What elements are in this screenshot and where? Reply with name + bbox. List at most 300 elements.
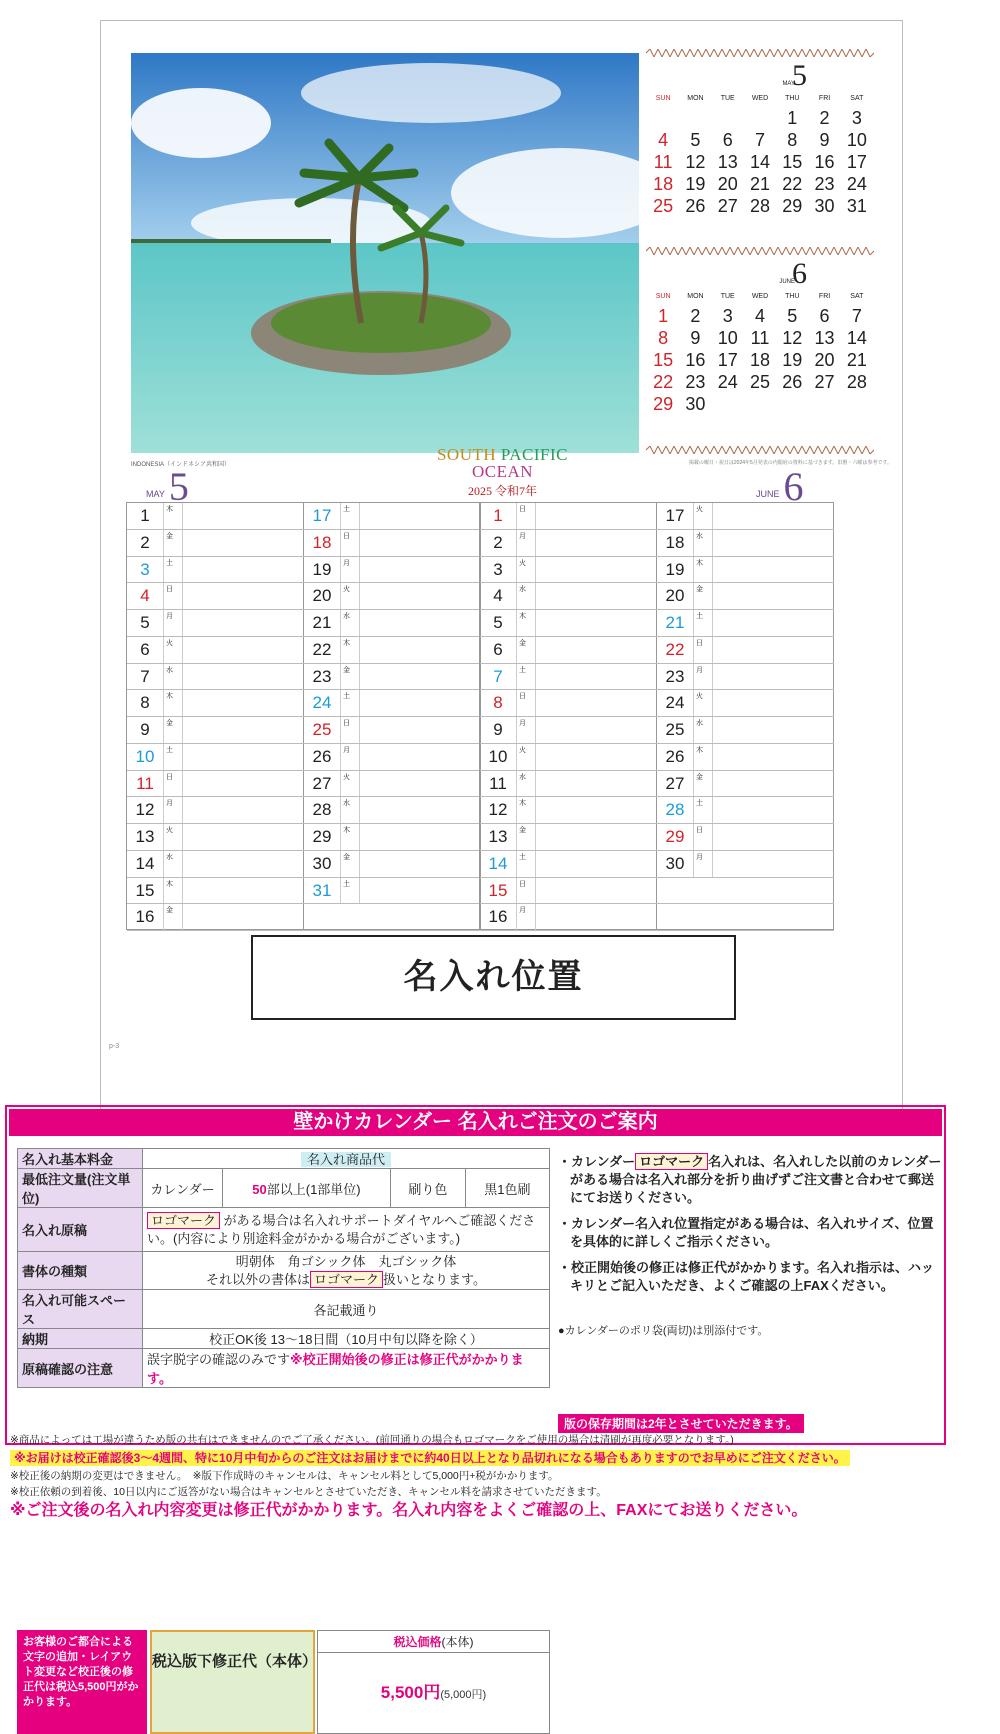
weekday: 火 [516,557,536,583]
day-number: 24 [665,693,685,713]
weekday: 火 [340,583,360,609]
day-row [480,878,657,905]
memo-area [713,771,834,797]
memo-area [183,557,304,583]
day-row [127,530,304,557]
day-number: 1 [140,506,150,525]
calendar-page [100,20,903,1128]
day-row [480,824,657,851]
row-value: がある場合は名入れサポートダイヤルへご確認ください。(内容により別途料金がかかる場合がございます。) [147,1212,536,1246]
day-row [304,771,481,798]
day-number: 21 [665,613,685,632]
memo-area [183,744,304,770]
month-en: MAY [782,81,795,87]
title-word: OCEAN [471,462,534,481]
day-row [657,824,834,851]
memo-area [713,583,834,609]
day-number: 14 [135,853,155,873]
mini-day: 10 [717,328,738,348]
mini-day: 20 [717,174,738,194]
day-number: 7 [140,666,150,686]
memo-area [360,824,481,850]
weekday: 金 [516,637,536,663]
day-row [127,797,304,824]
weekday: 木 [693,557,713,583]
mini-day: 8 [787,130,798,150]
memo-area [183,503,304,529]
mini-day: 13 [717,152,738,172]
mini-day: 29 [782,196,803,216]
weekday-header: THU [785,95,800,102]
day-number: 6 [493,639,503,659]
order-notes [558,1153,943,1303]
mini-day: 16 [814,152,835,172]
weekday: 木 [693,744,713,770]
mini-day: 23 [814,174,835,194]
mini-day: 9 [690,328,701,348]
mini-day: 11 [653,152,673,172]
plate-retention-badge: 版の保存期間は2年とさせていただきます。 [558,1414,804,1433]
memo-area [536,797,657,823]
day-number: 25 [665,720,685,739]
day-row [127,637,304,664]
memo-area [713,744,834,770]
mini-day: 19 [685,174,706,194]
day-number: 28 [665,800,685,820]
weekday: 金 [163,530,183,556]
memo-area [360,664,481,690]
day-number: 16 [135,907,155,927]
mini-day: 25 [749,372,770,392]
mini-day [744,107,776,129]
mini-day [712,107,744,129]
memo-area [536,503,657,529]
weekday: 月 [516,530,536,556]
row-value: 扱いとなります。 [383,1271,486,1287]
day-row [480,664,657,691]
day-row [657,878,834,905]
day-row [304,610,481,637]
weekday-header: WED [751,293,769,300]
month-label-may [146,464,189,509]
footer-notes [10,1432,940,1519]
mini-day: 26 [685,196,706,216]
weekday: 水 [163,851,183,877]
mini-day: 14 [846,328,867,348]
daily-grid-may [126,502,481,930]
day-number: 30 [665,853,685,873]
day-number: 16 [488,907,508,927]
memo-area [713,824,834,850]
weekday: 金 [516,824,536,850]
row-label: 納期 [18,1329,143,1349]
weekday: 水 [340,797,360,823]
mini-day: 17 [846,152,867,172]
weekday: 木 [163,690,183,716]
day-column [480,503,657,929]
palm-island-image [131,53,639,453]
month-number: 5 [792,59,807,92]
memo-area [536,744,657,770]
title-word: PACIFIC [500,445,569,464]
weekday: 金 [693,771,713,797]
day-number: 20 [312,586,332,606]
row-value: 校正OK後 13〜18日間（10月中旬以降を除く） [143,1329,550,1349]
memo-area [536,851,657,877]
weekday: 土 [516,851,536,877]
mini-day: 10 [846,130,867,150]
memo-area [183,771,304,797]
day-row [657,503,834,530]
mini-day: 29 [653,394,674,414]
day-row [127,503,304,530]
weekday-header: TUE [720,293,735,300]
memo-area [360,503,481,529]
day-row [127,851,304,878]
day-number: 2 [140,532,150,552]
row-value: 部以上(1部単位) [266,1181,361,1197]
mini-day: 18 [749,350,770,370]
row-value: カレンダー [143,1169,223,1208]
mini-day: 6 [819,306,830,326]
mini-day: 22 [782,174,803,194]
weekday: 日 [693,824,713,850]
month-number: 6 [792,257,807,290]
mini-day: 15 [653,350,674,370]
weekday: 木 [516,610,536,636]
zigzag-divider [646,247,874,255]
mini-day: 30 [814,196,835,216]
mini-day: 2 [690,306,701,326]
day-row [304,557,481,584]
day-row [657,690,834,717]
mini-day: 21 [749,174,770,194]
weekday: 土 [516,664,536,690]
day-number: 4 [493,586,503,606]
bag-note [558,1322,768,1338]
title-word: SOUTH [436,445,497,464]
row-value: 各記載通り [143,1290,550,1329]
month-number: 5 [168,464,189,509]
memo-area [536,878,657,904]
weekday-header: SAT [850,95,864,102]
memo-area [536,664,657,690]
price: 5,500円 [380,1683,441,1702]
day-row [304,797,481,824]
logo-mark-highlight: ロゴマーク [147,1212,220,1229]
weekday: 金 [693,583,713,609]
weekday: 水 [516,583,536,609]
weekday: 水 [693,530,713,556]
memo-area [183,904,304,930]
day-row [127,717,304,744]
mini-day: 18 [653,174,674,194]
day-column [657,503,834,929]
weekday: 水 [340,610,360,636]
weekday: 木 [163,878,183,904]
day-number: 18 [312,532,332,552]
memo-area [183,824,304,850]
note-text: ・カレンダー名入れ位置指定がある場合は、名入れサイズ、位置を具体的に詳しくご指示ください。 [558,1216,934,1249]
mini-day: 7 [754,130,765,150]
mini-calendar-may [647,61,873,217]
weekday: 土 [163,557,183,583]
row-value: 名入れ商品代 [301,1152,391,1167]
memo-area [536,824,657,850]
day-number: 2 [493,532,503,552]
weekday: 月 [340,557,360,583]
mini-day: 26 [782,372,803,392]
day-row [304,744,481,771]
mini-day: 5 [690,130,701,150]
footnote: ※校正依頼の到着後、10日以内にご返答がない場合はキャンセルとさせていただき、キャンセル料を請求させていただきます。 [10,1486,607,1498]
memo-area [536,557,657,583]
day-number: 12 [135,800,155,820]
correction-fee-label: 税込版下修正代（本体） [150,1630,315,1734]
day-number: 17 [312,506,332,525]
weekday: 土 [163,744,183,770]
day-number: 19 [665,559,685,579]
memo-area [360,878,481,904]
day-row [657,851,834,878]
day-row [657,904,834,931]
day-row [480,771,657,798]
day-number: 4 [140,586,150,606]
warning-text: ※校正開始後の修正は修正代がかかります。 [147,1352,524,1386]
memo-area [536,771,657,797]
day-number: 26 [312,746,332,766]
weekday: 日 [693,637,713,663]
weekday: 水 [516,771,536,797]
correction-fee-note: お客様のご都合による文字の追加・レイアウト変更など校正後の修正代は税込5,500円がかかります。 [17,1630,147,1734]
day-number: 29 [312,827,332,846]
row-value: 刷り色 [390,1169,465,1208]
weekday: 金 [163,717,183,743]
weekday: 火 [516,744,536,770]
memo-area [360,610,481,636]
weekday: 金 [340,664,360,690]
mini-day: 1 [658,306,669,326]
day-number: 20 [665,586,685,606]
mini-day: 28 [846,372,867,392]
price-base: (5,000円) [440,1689,487,1701]
weekday: 土 [340,690,360,716]
memo-area [536,637,657,663]
memo-area [536,717,657,743]
footnote: ※校正後の納期の変更はできません。 ※版下作成時のキャンセルは、キャンセル料として5,000円+税がかかります。 [10,1470,559,1482]
weekday: 金 [163,904,183,930]
memo-area [713,557,834,583]
day-row [480,503,657,530]
weekday: 土 [340,878,360,904]
note-text: ・カレンダー [558,1154,636,1169]
day-number: 19 [312,559,332,579]
memo-area [713,851,834,877]
mini-day: 15 [782,152,803,172]
day-number: 25 [312,720,332,739]
weekday: 木 [340,637,360,663]
order-table [17,1148,550,1388]
mini-day: 24 [717,372,738,392]
day-row [127,610,304,637]
weekday: 金 [340,851,360,877]
row-value: 誤字脱字の確認のみです [147,1352,291,1367]
mini-day: 7 [851,306,862,326]
mini-day: 12 [685,152,706,172]
day-row [480,637,657,664]
memo-area [713,690,834,716]
memo-area [713,637,834,663]
day-row [127,878,304,905]
memo-area [713,797,834,823]
bag-note-text: ●カレンダーのポリ袋(両切)は別添付です。 [558,1325,769,1337]
day-row [657,530,834,557]
day-row [480,610,657,637]
memo-area [360,771,481,797]
day-number: 23 [312,666,332,686]
day-number: 3 [493,559,503,579]
memo-area [360,797,481,823]
row-label: 名入れ可能スペース [18,1290,143,1329]
day-row [657,637,834,664]
day-row [304,878,481,905]
zigzag-divider [646,49,874,57]
weekday-header: TUE [720,95,735,102]
mini-day: 2 [819,108,830,128]
page-number: p-3 [109,1043,120,1050]
day-row [127,744,304,771]
change-warning: ※ご注文後の名入れ内容変更は修正代がかかります。名入れ内容をよくご確認の上、FAXにてお送りください。 [10,1502,808,1519]
price-header-sub: (本体) [441,1635,474,1649]
era: 令和7年 [494,484,537,498]
day-row [304,904,481,931]
day-row [127,904,304,931]
day-number: 29 [665,827,685,846]
price-box [317,1630,550,1734]
mini-day: 27 [717,196,738,216]
memo-area [183,664,304,690]
day-row [657,744,834,771]
weekday-header: WED [751,95,769,102]
mini-day: 5 [787,306,798,326]
mini-day: 17 [717,350,738,370]
day-number: 8 [140,693,150,713]
weekday-header: SUN [655,293,671,300]
mini-day: 3 [722,306,733,326]
day-number: 5 [493,613,503,632]
footnote: ※商品によっては工場が違うため版の共有はできませんのでご了承ください。(前回通りの場合もロゴマークをご使用の場合は清刷が再度必要となります。) [10,1434,734,1446]
mini-day: 14 [749,152,770,172]
mini-day [679,107,711,129]
day-row [657,771,834,798]
weekday-header: SAT [850,293,864,300]
mini-day: 13 [814,328,835,348]
day-number: 18 [665,532,685,552]
day-number: 12 [488,800,508,820]
weekday: 土 [340,503,360,529]
logo-mark-highlight: ロゴマーク [310,1271,383,1288]
day-row [657,717,834,744]
weekday: 日 [340,530,360,556]
row-value: 明朝体 角ゴシック体 丸ゴシック体 [235,1253,457,1269]
mini-day: 31 [846,196,867,216]
day-number: 14 [488,853,508,873]
day-number: 30 [312,853,332,873]
day-number: 7 [493,666,503,686]
weekday: 火 [163,824,183,850]
mini-day: 4 [754,306,765,326]
day-number: 15 [135,880,155,900]
weekday-header: MON [687,95,704,102]
memo-area [360,851,481,877]
day-number: 17 [665,506,685,525]
memo-area [713,610,834,636]
mini-day: 8 [658,328,669,348]
day-row [480,797,657,824]
day-number: 22 [312,639,332,659]
calendar-note: 掲載の曜日・祝日は2024年5月発表の内閣府の資料に基づきます。旧暦・六曜は参考です。 [688,460,892,466]
day-number: 1 [493,506,503,525]
mini-day: 9 [819,130,830,150]
day-row [127,824,304,851]
mini-day: 22 [653,372,674,392]
delivery-warning: ※お届けは校正確認後3〜4週間、特に10月中旬からのご注文はお届けまでに約40日以上となり品切れになる場合もありますのでお早めにご注文ください。 [10,1450,850,1466]
weekday-header: FRI [818,95,831,102]
weekday: 日 [163,583,183,609]
day-row [127,690,304,717]
day-row [304,530,481,557]
row-label: 名入れ原稿 [18,1208,143,1252]
memo-area [183,690,304,716]
memo-area [713,664,834,690]
day-number: 11 [489,773,507,793]
day-number: 27 [312,773,332,793]
memo-area [713,530,834,556]
day-number: 10 [488,746,508,766]
memo-area [183,530,304,556]
mini-day: 1 [787,108,798,128]
day-number: 3 [140,559,150,579]
day-row [480,851,657,878]
memo-area [183,717,304,743]
weekday: 土 [693,610,713,636]
weekday: 月 [163,797,183,823]
day-number: 28 [312,800,332,820]
memo-area [360,557,481,583]
day-row [127,771,304,798]
weekday: 月 [340,744,360,770]
day-number: 6 [140,639,150,659]
mini-calendar-june [647,259,873,415]
day-row [657,610,834,637]
mini-day: 3 [851,108,862,128]
price-header: 税込価格 [393,1635,442,1649]
day-number: 13 [488,827,508,846]
day-row [657,583,834,610]
day-row [657,557,834,584]
day-row [127,557,304,584]
weekday: 火 [340,771,360,797]
day-row [304,824,481,851]
weekday: 木 [163,503,183,529]
note-text: ・校正開始後の修正は修正代がかかります。名入れ指示は、ハッキリとご記入いただき、よくご確認の上FAXください。 [558,1260,934,1293]
weekday: 日 [516,503,536,529]
weekday: 火 [163,637,183,663]
day-number: 13 [135,827,155,846]
memo-area [183,878,304,904]
mini-day: 11 [750,328,770,348]
weekday: 木 [516,797,536,823]
